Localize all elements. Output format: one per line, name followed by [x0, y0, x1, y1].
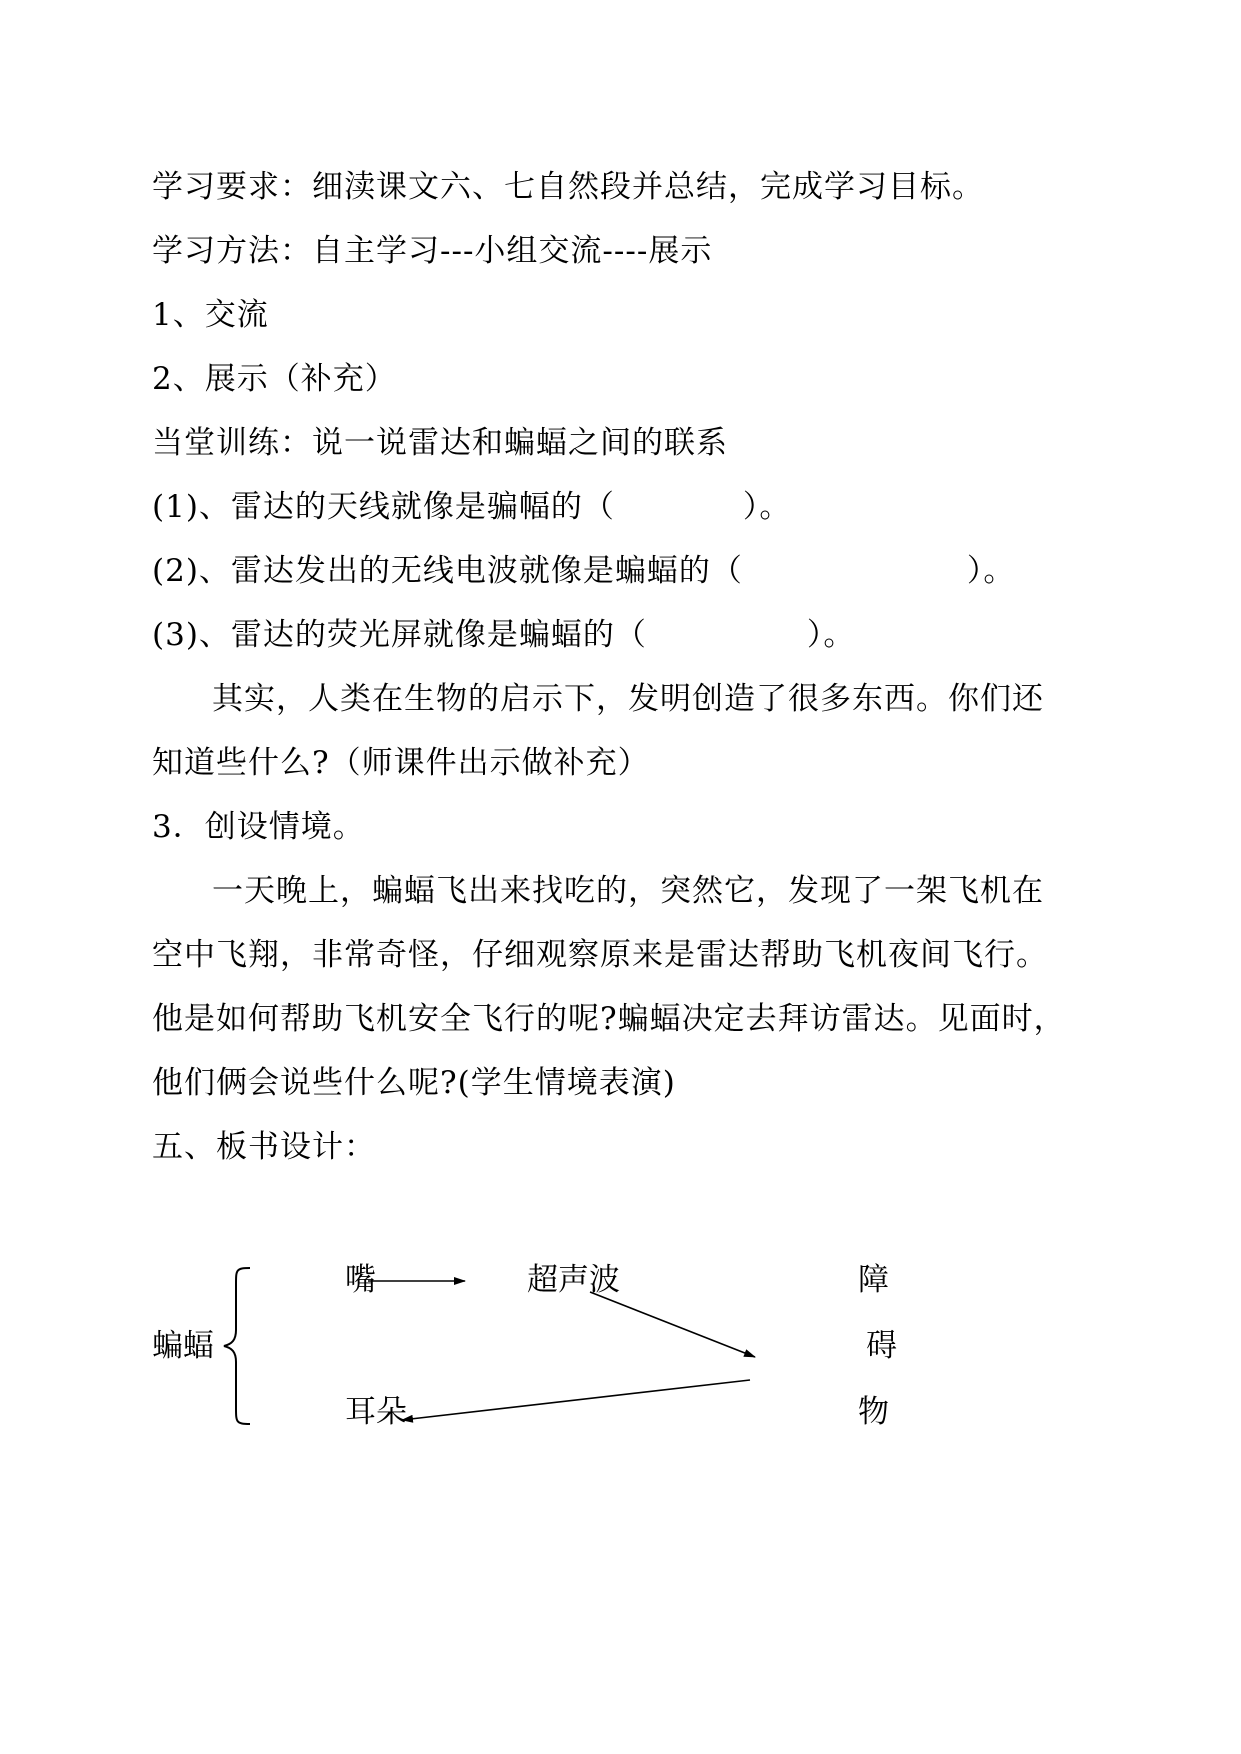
exercise-item-2: (2)、雷达发出的无线电波就像是蝙蝠的（ ）。	[152, 553, 1016, 589]
diagram-mouth-label: 嘴	[345, 1262, 376, 1298]
diagram-obstacle-char-1: 障	[858, 1262, 889, 1298]
class-exercise-heading: 当堂训练：说一说雷达和蝙蝠之间的联系	[152, 425, 728, 461]
board-design-heading: 五、板书设计：	[152, 1129, 376, 1165]
diagram-ultrasound-label: 超声波	[527, 1262, 620, 1298]
diagram-obstacle-char-3: 物	[858, 1394, 889, 1430]
paragraph-inspiration-line-2: 知道些什么?（师课件出示做补充）	[152, 745, 650, 781]
board-design-diagram	[0, 1240, 1241, 1480]
arrow-obstacle-to-ear	[402, 1380, 750, 1420]
step-display: 2、展示（补充）	[152, 361, 397, 397]
step-scenario: 3．创设情境。	[152, 809, 365, 845]
exercise-item-1: (1)、雷达的天线就像是骗幅的（ ）。	[152, 489, 792, 525]
diagram-obstacle-char-2: 碍	[866, 1328, 897, 1364]
brace	[224, 1268, 250, 1424]
learning-method: 学习方法：自主学习---小组交流----展示	[152, 233, 713, 269]
paragraph-story-line-4: 他们俩会说些什么呢?(学生情境表演)	[152, 1065, 676, 1101]
paragraph-story-line-3: 他是如何帮助飞机安全飞行的呢?蝙蝠决定去拜访雷达。见面时，	[152, 1001, 1066, 1037]
arrow-wave-to-obstacle	[590, 1292, 755, 1357]
paragraph-story-line-2: 空中飞翔，非常奇怪，仔细观察原来是雷达帮助飞机夜间飞行。	[152, 937, 1048, 973]
step-exchange: 1、交流	[152, 297, 269, 333]
diagram-bat-label: 蝙蝠	[152, 1328, 214, 1364]
learning-requirement: 学习要求：细渎课文六、七自然段并总结，完成学习目标。	[152, 169, 984, 205]
paragraph-story-line-1: 一天晚上，蝙蝠飞出来找吃的，突然它，发现了一架飞机在	[212, 873, 1044, 909]
paragraph-inspiration-line-1: 其实，人类在生物的启示下，发明创造了很多东西。你们还	[212, 681, 1044, 717]
diagram-ear-label: 耳朵	[345, 1394, 407, 1430]
exercise-item-3: (3)、雷达的荧光屏就像是蝙蝠的（ ）。	[152, 617, 856, 653]
